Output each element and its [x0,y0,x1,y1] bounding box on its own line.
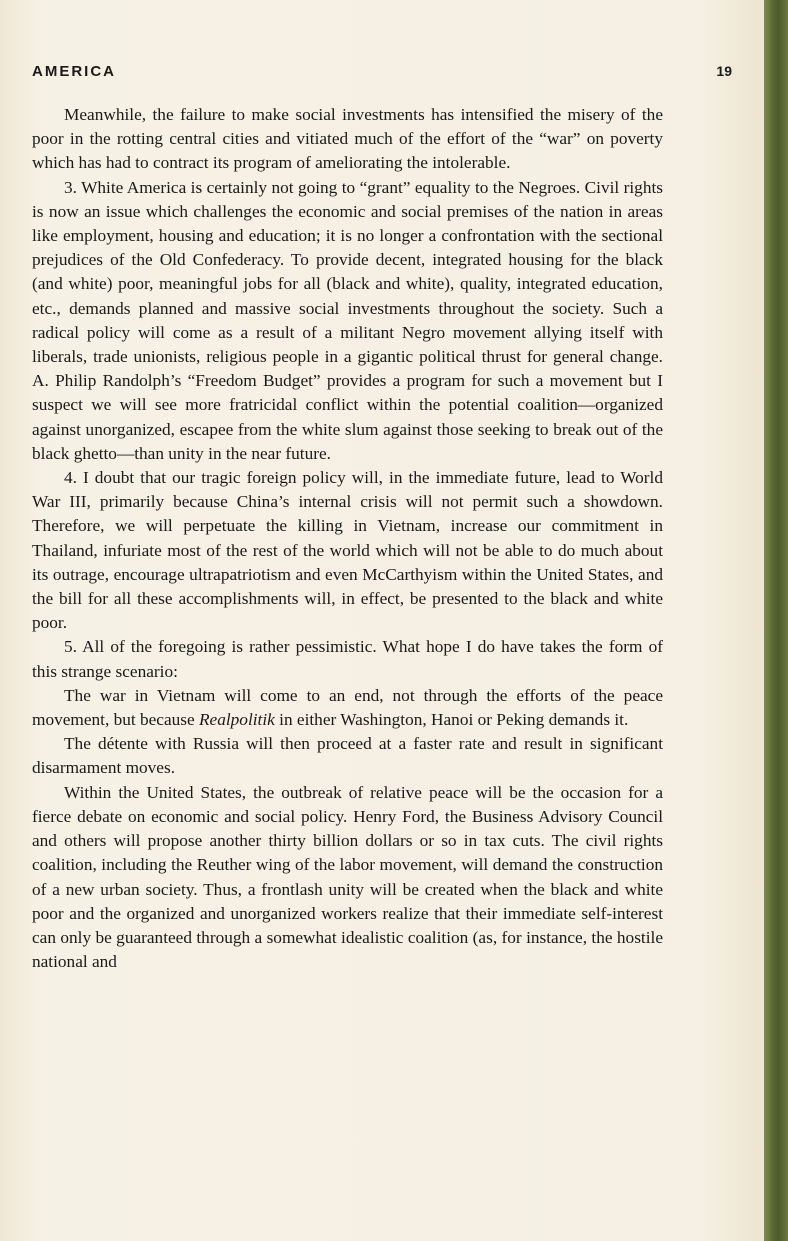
book-spine-edge [764,0,788,1241]
running-title: AMERICA [32,62,116,80]
paragraph-6: The détente with Russia will then proceed at a faster rate and result in significant disarmament moves. [32,734,663,778]
paragraph-1: Meanwhile, the failure to make social investments has intensified the misery of the poor in the rotting central cities and vitiated much of the effort of the “war” on poverty which has had to contract its program of ameliorating the intolerable. [32,105,663,173]
body-text [32,103,663,974]
paragraph-7: Within the United States, the outbreak of relative peace will be the occasion for a fierce debate on economic and social policy. Henry Ford, the Business Advisory Council and others will propose another thirty billion dollars or so in tax cuts. The civil rights coalition, including the Reuther wing of the labor movement, will demand the construction of a new urban society. Thus, a frontlash unity will be created when the black and white poor and the organized and unorganized workers realize that their immediate self-interest can only be guaranteed through a somewhat idealistic coalition (as, for instance, the hostile national and [32,782,663,972]
paragraph-5 [32,684,663,732]
page-number: 19 [716,63,732,79]
running-header [32,58,732,84]
paragraph-2: 3. White America is certainly not going to “grant” equality to the Negroes. Civil rights is now an issue which challenges the economic and social premises of the nation in areas like employment, housing and education; it is no longer a confrontation with the sectional prejudices of the Old Confederacy. To provide decent, integrated housing for the black (and white) poor, meaningful jobs for all (black and white), quality, integrated education, etc., demands planned and massive social investments throughout the society. Such a radical policy will come as a result of a militant Negro movement allying itself with liberals, trade unionists, religious people in a gigantic political thrust for general change. A. Philip Randolph’s “Freedom Budget” provides a program for such a movement but I suspect we will see more fratricidal conflict within the potential coalition—organized against unorganized, escapee from the white slum against those seeking to break out of the black ghetto—than unity in the near future. [32,177,663,463]
paragraph-3: 4. I doubt that our tragic foreign policy will, in the immediate future, lead to World War III, primarily because China’s internal crisis will not permit such a showdown. Therefore, we will perpetuate the killing in Vietnam, increase our commitment in Thailand, infuriate most of the rest of the world which will not be able to do much about its outrage, encourage ultrapatriotism and even McCarthyism within the United States, and the bill for all these accomplishments will, in effect, be presented to the black and white poor. [32,468,663,633]
paragraph-4: 5. All of the foregoing is rather pessimistic. What hope I do have takes the form of this strange scenario: [32,637,663,681]
paragraph-5-end: in either Washington, Hanoi or Peking demands it. [274,710,629,730]
paragraph-5-start: The war in Vietnam will come to an end, not through the efforts of the peace movement, but because [32,685,663,730]
realpolitik-italic: Realpolitik [199,710,275,730]
